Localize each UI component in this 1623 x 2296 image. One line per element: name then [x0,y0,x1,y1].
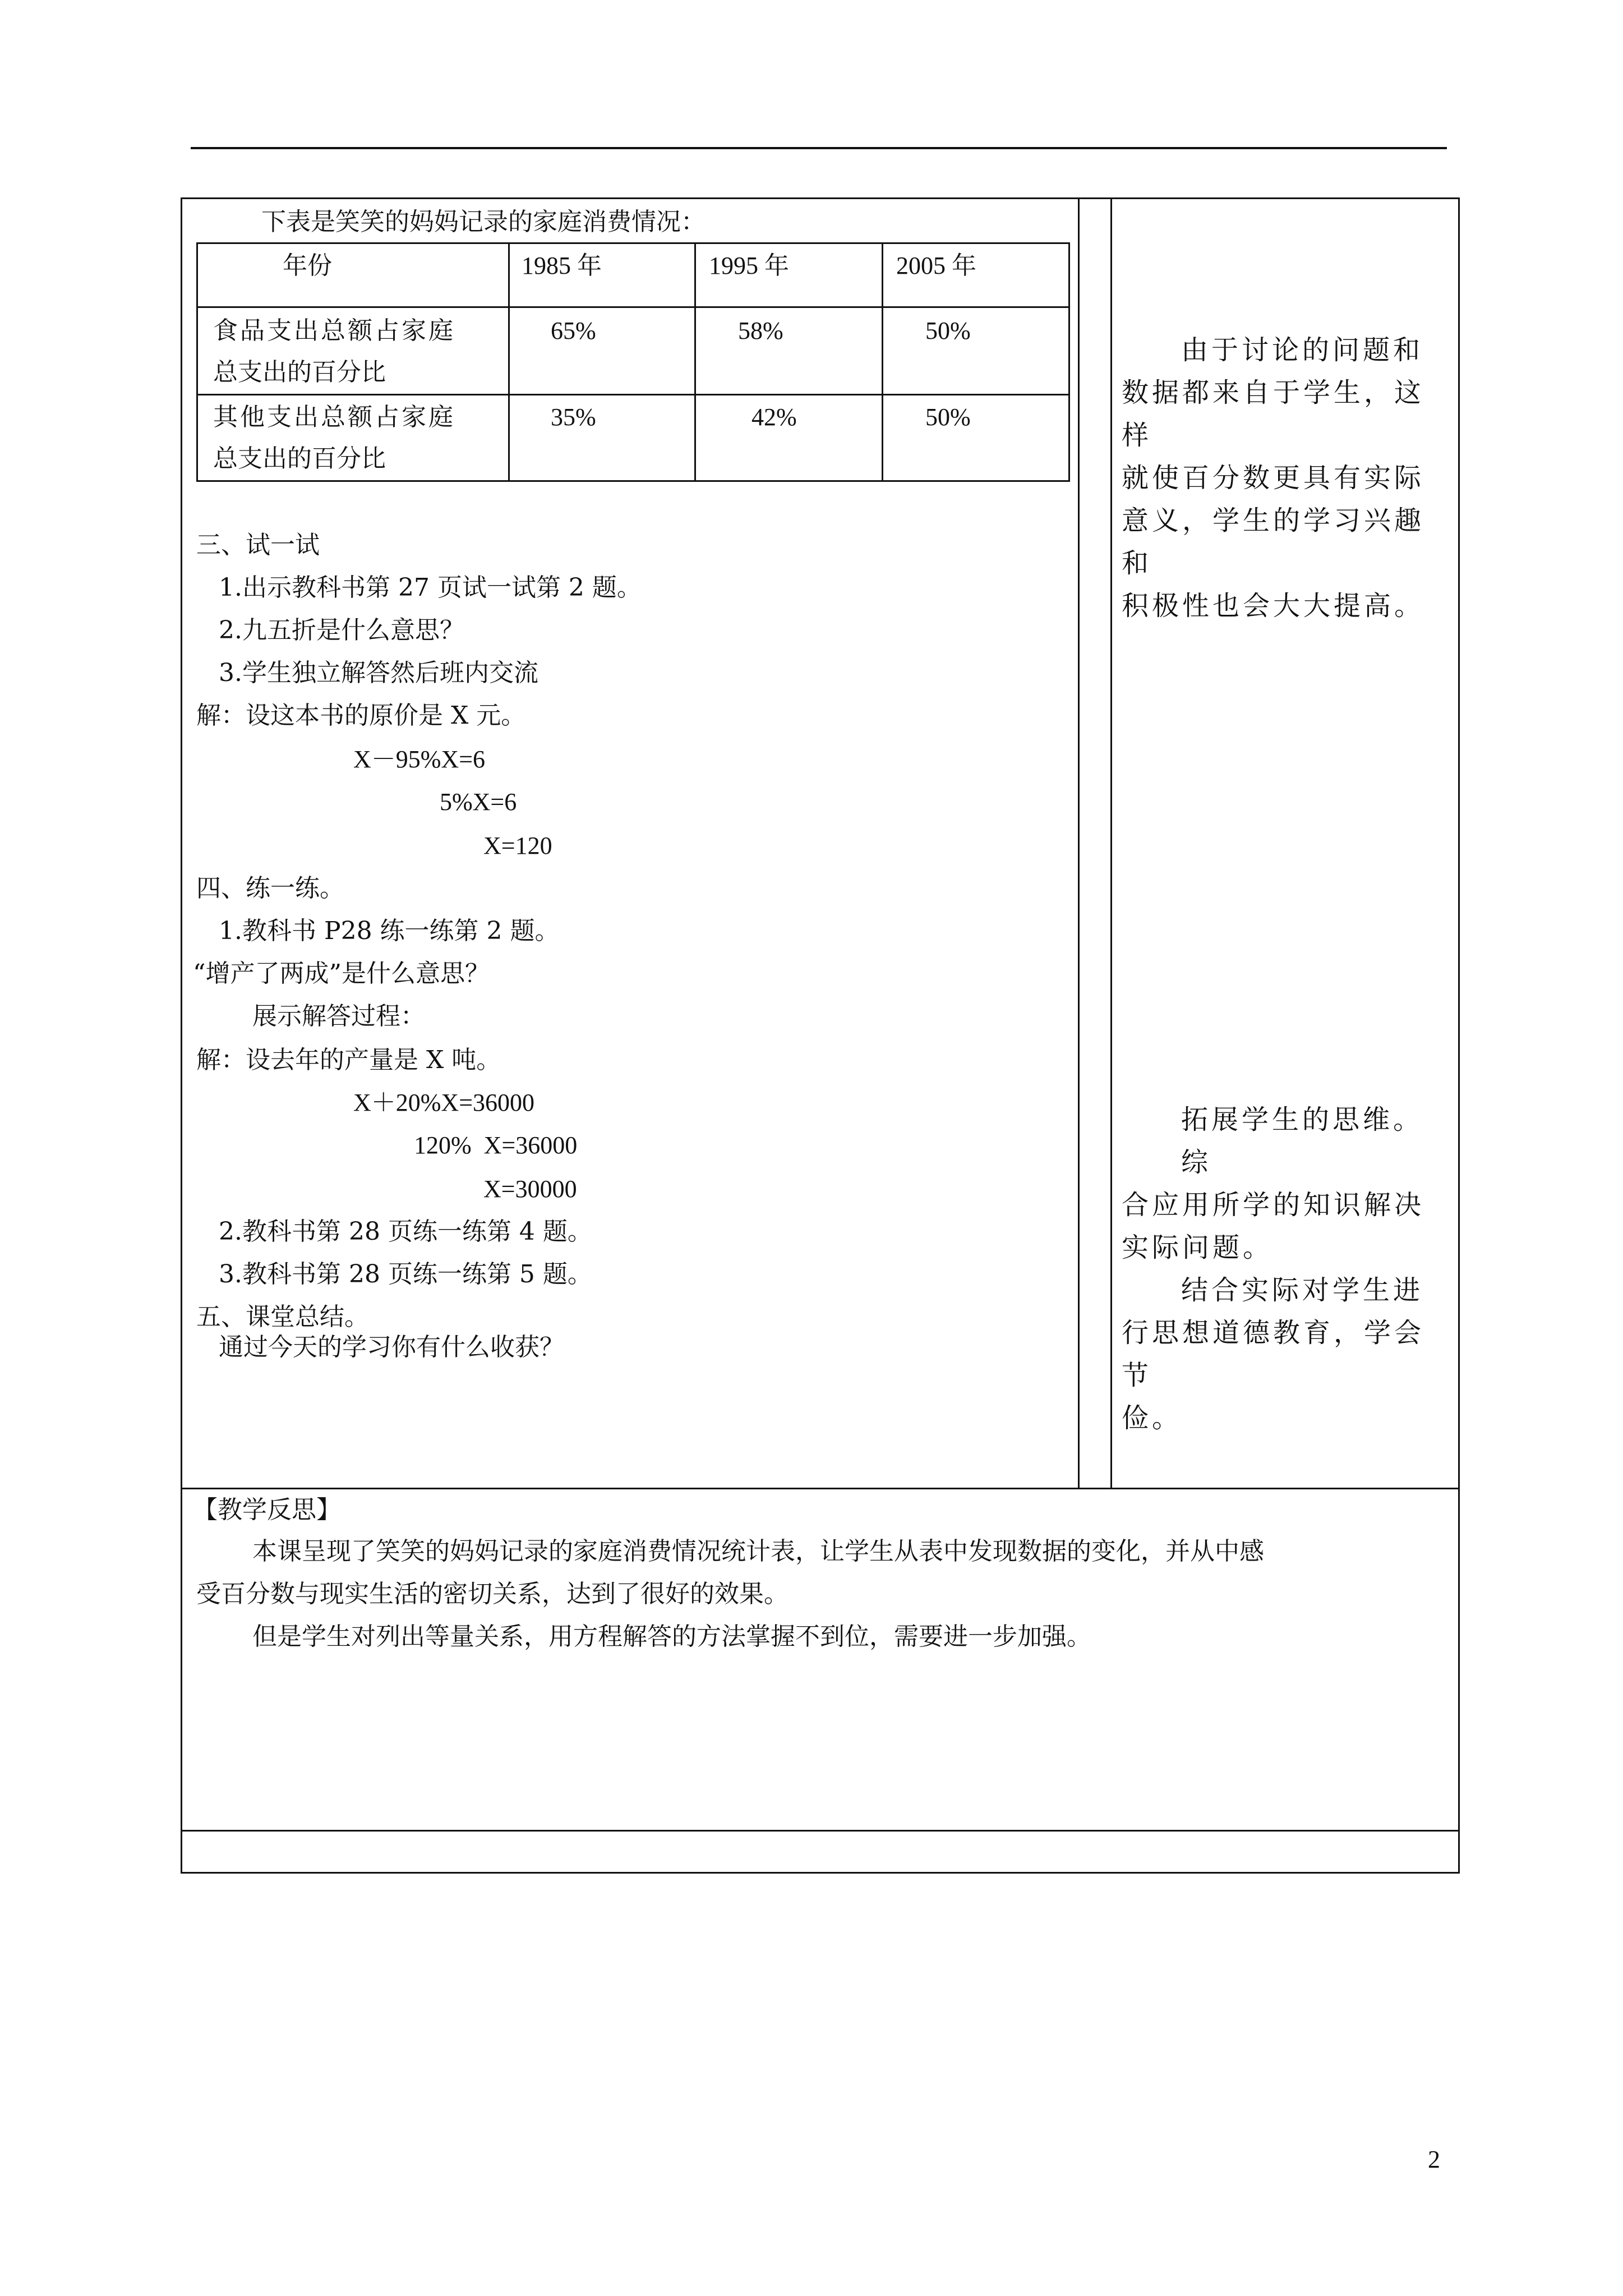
side-note-1: 由于讨论的问题和 数据都来自于学生，这样 就使百分数更具有实际 意义，学生的学习兴趣和 积极性也会大大提高。 [1122,334,1425,622]
section-3-item-3: 3.学生独立解答然后班内交流 [219,659,538,687]
section-3-item-1: 1.出示教科书第 27 页试一试第 2 题。 [219,573,642,602]
section-5-text: 通过今天的学习你有什么收获？ [219,1333,564,1361]
frame-divider-lower [181,1830,1460,1832]
table-row-label: 食品支出总额占家庭 [213,316,455,345]
reflection-paragraph-1-line-2: 受百分数与现实生活的密切关系，达到了很好的效果。 [196,1580,789,1608]
column-divider-2 [1110,197,1112,1489]
table-header-1985: 1985 年 [522,252,602,279]
section-4-equation-3: X=30000 [483,1175,577,1203]
section-3-solution: 解：设这本书的原价是 X 元。 [196,701,526,730]
side-note-3: 结合实际对学生进 行思想道德教育，学会节 俭。 [1122,1274,1425,1434]
section-3-title: 三、试一试 [196,531,320,559]
table-row-label: 总支出的百分比 [213,444,386,473]
section-3-equation-2: 5%X=6 [440,788,517,816]
reflection-title: 【教学反思】 [193,1496,341,1524]
frame-top [181,197,1460,199]
table-row-label: 其他支出总额占家庭 [213,403,455,431]
section-4-item-1: 1.教科书 P28 练一练第 2 题。 [219,917,560,945]
section-4-solution: 解：设去年的产量是 X 吨。 [196,1046,501,1074]
column-divider-1 [1078,197,1080,1489]
section-4-item-2: 2.教科书第 28 页练一练第 4 题。 [219,1217,592,1246]
table-intro: 下表是笑笑的妈妈记录的家庭消费情况： [261,208,706,236]
table-cell: 50% [925,317,971,344]
section-3-item-2: 2.九五折是什么意思？ [219,616,464,645]
side-note-2: 拓展学生的思维。综 合应用所学的知识解决 实际问题。 [1122,1104,1425,1263]
section-4-equation-2: 120% X=36000 [414,1131,578,1159]
section-4-show: 展示解答过程： [252,1002,425,1030]
table-header-year: 年份 [283,251,332,280]
table-cell: 50% [925,403,971,431]
section-3-equation-1: X－95%X=6 [353,746,486,773]
frame-bottom [181,1872,1460,1874]
section-3-equation-3: X=120 [483,832,552,859]
header-rule [191,147,1447,149]
table-cell: 35% [551,403,596,431]
table-cell: 65% [551,317,596,344]
table-row-label: 总支出的百分比 [213,358,386,386]
section-5-title: 五、课堂总结。 [196,1303,369,1331]
frame-divider-main [181,1488,1460,1489]
page-number: 2 [1428,2146,1440,2173]
section-4-title: 四、练一练。 [196,874,344,903]
section-4-question: “增产了两成”是什么意思？ [193,959,490,988]
table-header-1995: 1995 年 [709,252,789,279]
frame-right [1458,197,1460,1874]
reflection-paragraph-1-line-1: 本课呈现了笑笑的妈妈记录的家庭消费情况统计表，让学生从表中发现数据的变化，并从中感 [252,1537,1264,1566]
table-header-2005: 2005 年 [896,252,976,279]
reflection-paragraph-2: 但是学生对列出等量关系，用方程解答的方法掌握不到位，需要进一步加强。 [252,1622,1091,1651]
frame-left [181,197,182,1874]
table-cell: 42% [751,403,797,431]
table-cell: 58% [738,317,783,344]
section-4-item-3: 3.教科书第 28 页练一练第 5 题。 [219,1260,592,1289]
section-4-equation-1: X＋20%X=36000 [353,1089,535,1116]
